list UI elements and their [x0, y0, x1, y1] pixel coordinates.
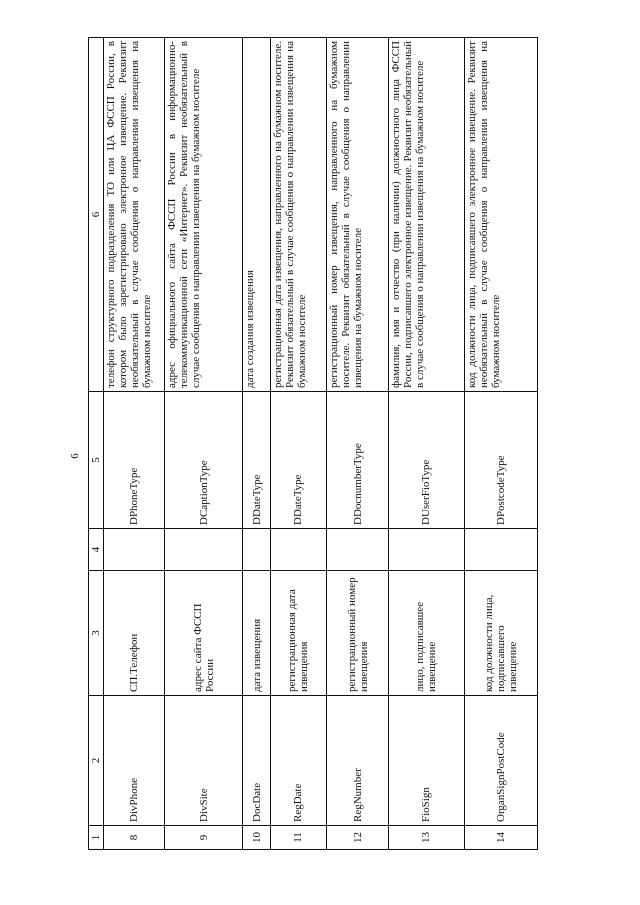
row-number: 9 — [164, 826, 243, 850]
attribute-description: адрес официального сайта ФССП России в информационно-телекоммуникационной сети «Интернет». Реквизит необязательный в случае сообщения о направлении извещения на бумажном носителе — [164, 38, 243, 392]
row-number: 14 — [464, 826, 537, 850]
col4-value — [164, 529, 243, 571]
attribute-description: телефон структурного подразделения ТО или ЦА ФССП России, в котором было зарегистрировано электронное извещение. Реквизит необязательный в случае сообщения о направлении извещения на бумажном носителе — [104, 38, 165, 392]
row-number: 11 — [270, 826, 327, 850]
col4-value — [327, 529, 389, 571]
attribute-code: DivSite — [164, 696, 243, 826]
attribute-label: дата извещения — [243, 571, 270, 696]
attribute-type: DDateType — [243, 392, 270, 529]
attribute-code: OrganSignPostCode — [464, 696, 537, 826]
col4-value — [104, 529, 165, 571]
row-number: 13 — [389, 826, 464, 850]
attribute-code: RegDate — [270, 696, 327, 826]
header-col-1: 1 — [89, 826, 104, 850]
attribute-type: DPhoneType — [104, 392, 165, 529]
attribute-description: регистрационная дата извещения, направленного на бумажном носителе. Реквизит обязательный в случае сообщения о направлении извещения на бумажном носителе — [270, 38, 327, 392]
page-number: 6 — [69, 453, 81, 459]
rotated-page — [88, 38, 538, 850]
header-col-4: 4 — [89, 529, 104, 571]
table-row — [104, 38, 165, 850]
attribute-label: регистрационная дата извещения — [270, 571, 327, 696]
table-body — [104, 38, 538, 850]
header-col-3: 3 — [89, 571, 104, 696]
table-row — [270, 38, 327, 850]
attribute-code: FioSign — [389, 696, 464, 826]
header-col-2: 2 — [89, 696, 104, 826]
table-row — [327, 38, 389, 850]
attribute-type: DDateType — [270, 392, 327, 529]
attribute-label: лицо, подписавшее извещение — [389, 571, 464, 696]
attribute-type: DDocnumberType — [327, 392, 389, 529]
col4-value — [243, 529, 270, 571]
row-number: 12 — [327, 826, 389, 850]
attribute-code: DocDate — [243, 696, 270, 826]
attribute-code: RegNumber — [327, 696, 389, 826]
attribute-type: DCaptionType — [164, 392, 243, 529]
table-row — [243, 38, 270, 850]
attribute-description: дата создания извещения — [243, 38, 270, 392]
attributes-table — [88, 37, 538, 850]
attribute-type: DPostcodeType — [464, 392, 537, 529]
attribute-label: адрес сайта ФССП России — [164, 571, 243, 696]
attribute-label: код должности лица, подписавшего извещение — [464, 571, 537, 696]
attribute-type: DUserFioType — [389, 392, 464, 529]
attribute-label: регистрационный номер извещения — [327, 571, 389, 696]
col4-value — [389, 529, 464, 571]
row-number: 8 — [104, 826, 165, 850]
attribute-description: регистрационный номер извещения, направленного на бумажном носителе. Реквизит обязательный в случае сообщения о направлении извещения на бумажном носителе — [327, 38, 389, 392]
attribute-description: код должности лица, подписавшего электронное извещение. Реквизит необязательный в случае сообщения о направлении извещения на бумажном носителе — [464, 38, 537, 392]
header-row — [89, 38, 104, 850]
col4-value — [270, 529, 327, 571]
attribute-label: СП.Телефон — [104, 571, 165, 696]
row-number: 10 — [243, 826, 270, 850]
col4-value — [464, 529, 537, 571]
table-row — [164, 38, 243, 850]
table-row — [464, 38, 537, 850]
attribute-code: DivPhone — [104, 696, 165, 826]
header-col-5: 5 — [89, 392, 104, 529]
attribute-description: фамилия, имя и отчество (при наличии) должностного лица ФССП России, подписавшего электронное извещение. Реквизит необязательный в случае сообщения о направлении извещения на бумажном носителе — [389, 38, 464, 392]
table-row — [389, 38, 464, 850]
header-col-6: 6 — [89, 38, 104, 392]
